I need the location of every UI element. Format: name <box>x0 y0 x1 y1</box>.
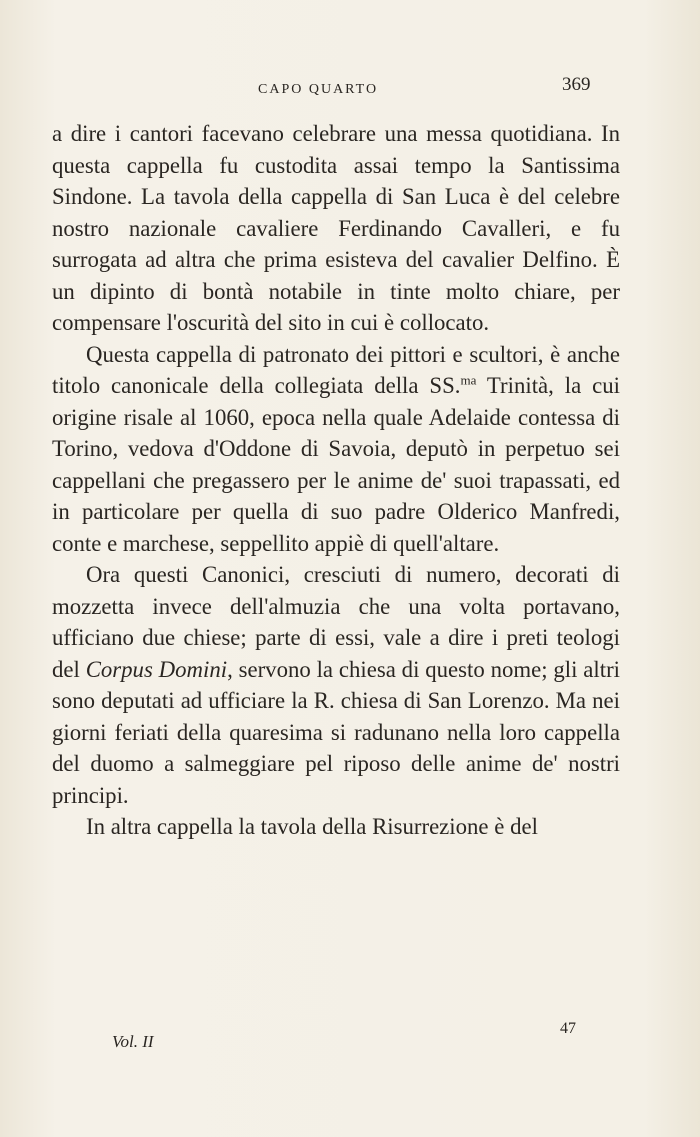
signature-mark: 47 <box>560 1020 576 1037</box>
paragraph-2-text-b: Trinità, la cui origine risale al 1060, epoca nella quale Adelaide contessa di Torino, vedova d'Oddone di Savoia, deputò in perpetuo sei cappellani che pregassero per le anime de' suoi trapassati, ed in particolare per quella di suo padre Olderico Manfredi, conte e marchese, seppellito appiè di quell'altare. <box>52 373 620 556</box>
volume-label: Vol. II <box>112 1032 154 1051</box>
page-number: 369 <box>562 74 591 95</box>
running-title: CAPO QUARTO <box>258 82 379 97</box>
italic-corpus-domini: Corpus Domini <box>85 656 228 682</box>
running-head <box>0 74 700 104</box>
paragraph-4 <box>52 811 620 843</box>
paragraph-3-text-b: , servono la chiesa di questo nome; gli altri sono deputati ad ufficiare la R. chiesa di San Lorenzo. Ma nei giorni feriati della quaresima si radunano nella loro cappella del duomo a salmeggiare pel riposo delle anime de' nostri principi. <box>52 656 621 808</box>
paragraph-4-text: In altra cappella la tavola della Risurrezione è del <box>86 814 538 839</box>
paragraph-1-text: a dire i cantori facevano celebrare una messa quotidiana. In questa cappella fu custodita assai tempo la Santissima Sindone. La tavola della cappella di San Luca è del celebre nostro nazionale cavaliere Ferdinando Cavalleri, e fu surrogata ad altra che prima esisteva del cavalier Delfino. È un dipinto di bontà notabile in tinte molto chiare, per compensare l'oscurità del sito in cui è collocato. <box>52 121 620 335</box>
page-footer <box>0 1020 700 1060</box>
paragraph-2 <box>52 339 620 560</box>
paragraph-1 <box>52 118 620 339</box>
paragraph-3 <box>52 559 620 811</box>
paragraph-3-text-a: Ora questi Canonici, cresciuti di numero, decorati di mozzetta invece dell'almuzia che una volta portavano, ufficiano due chiese; parte di essi, vale a dire i preti teologi del <box>52 562 620 682</box>
body-text <box>52 118 620 843</box>
superscript-ma: ma <box>460 372 477 388</box>
paragraph-2-text-a: Questa cappella di patronato dei pittori e scultori, è anche titolo canonicale della collegiata della SS. <box>52 341 620 398</box>
